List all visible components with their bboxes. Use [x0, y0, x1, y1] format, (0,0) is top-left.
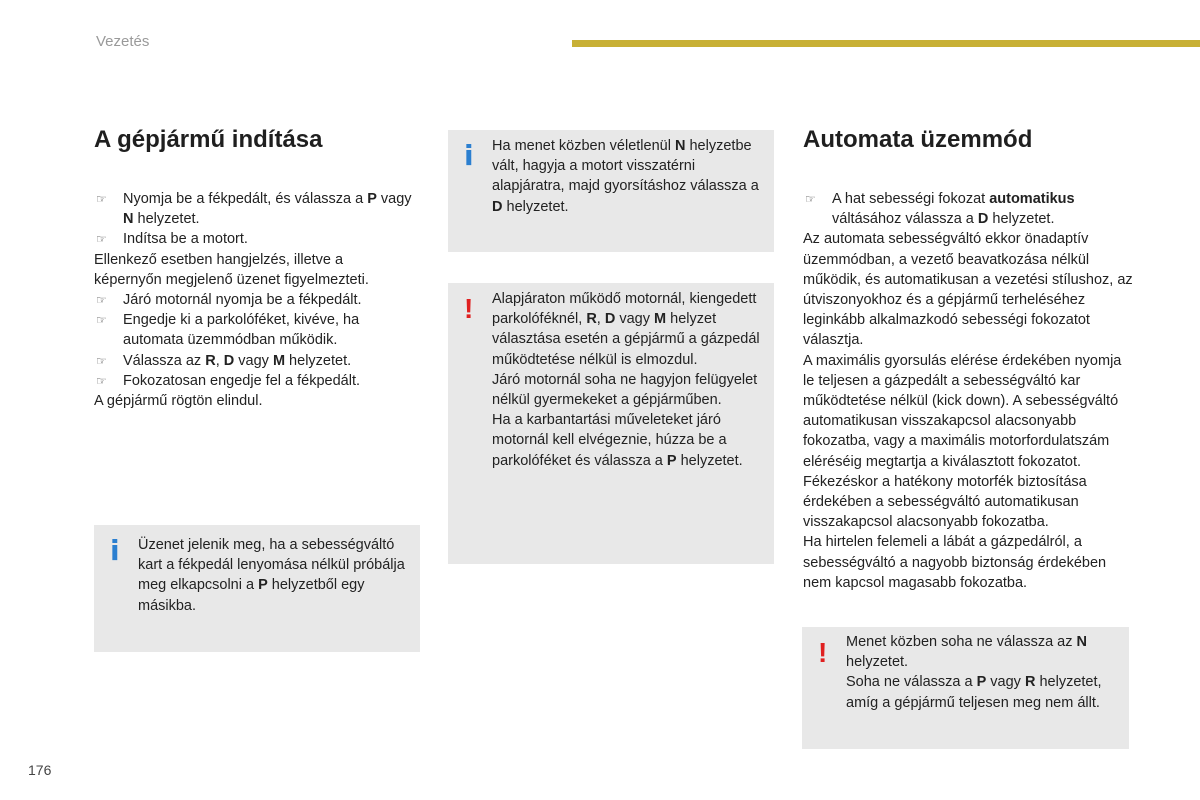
paragraph-kickdown: A maximális gyorsulás elérése érdekében nyomja le teljesen a gázpedált a sebességváltó kar működtetése nélkül (kick down). A sebességváltó automatikusan visszakapcsol alacsonyabb fokozatba, vagy a maximális motorfordulatszám eléréséig megtartja a kiválasztott fokozatot.: [803, 352, 1122, 470]
warning-text: Alapjáraton működő motornál, kiengedett parkolóféknél, R, D vagy M helyzet választása esetén a gépjármű a gázpedál működtetése nélkül is elmozdul. Járó motornál soha ne hagyjon felügyelet nélkül gyermekeket a gépjárműben. Ha a karbantartási műveleteket járó motornál kell elvégeznie, húzza be a parkolóféket és válassza a P helyzetet.: [492, 291, 760, 469]
step-2: ☞ Indítsa be a motort.: [94, 229, 414, 249]
header-accent-bar: [572, 40, 1200, 47]
left-column: [94, 125, 414, 411]
info-text: Ha menet közben véletlenül N helyzetbe vált, hagyja a motort visszatérni alapjáratra, majd gyorsításhoz válassza a D helyzetet.: [492, 138, 759, 215]
paragraph-vehicle-starts: A gépjármű rögtön elindul.: [94, 393, 263, 410]
hand-pointer-icon: ☞: [96, 192, 107, 206]
paragraph-lift-off: Ha hirtelen felemeli a lábát a gázpedálról, a sebességváltó a nagyobb biztonság érdekében nem kapcsol magasabb fokozatba.: [803, 534, 1107, 591]
hand-pointer-icon: ☞: [96, 373, 107, 388]
page-number: 176: [28, 762, 52, 778]
step-4: ☞ Engedje ki a parkolóféket, kivéve, ha automata üzemmódban működik.: [96, 312, 360, 349]
info-box-neutral: [448, 130, 774, 252]
step-3: ☞ Járó motornál nyomja be a fékpedált.: [94, 290, 414, 310]
warning-exclamation-icon: !: [818, 637, 828, 668]
paragraph-warning-sound: Ellenkező esetben hangjelzés, illetve a képernyőn megjelenő üzenet figyelmezteti.: [94, 251, 369, 288]
info-icon: i: [464, 139, 474, 172]
hand-pointer-icon: ☞: [96, 293, 107, 308]
step-6: ☞ Fokozatosan engedje fel a fékpedált.: [94, 371, 414, 391]
paragraph-adaptive: Az automata sebességváltó ekkor önadaptív üzemmódban, a vezető beavatkozása nélkül működik, és automatikusan a vezetési stílushoz, az útviszonyokhoz és a gépjármű terheléséhez leginkább alkalmazkodó sebességi fokozatot választja.: [803, 231, 1133, 349]
warning-text: Menet közben soha ne válassza az N helyzetet. Soha ne válassza a P vagy R helyzetet, amíg a gépjármű teljesen meg nem állt.: [846, 634, 1102, 711]
step-1: ☞ Nyomja be a fékpedált, és válassza a P vagy N helyzetet.: [96, 191, 412, 228]
auto-step-1: ☞ A hat sebességi fokozat automatikus váltásához válassza a D helyzetet.: [805, 191, 1075, 228]
info-icon: i: [110, 534, 120, 567]
right-column: [803, 125, 1133, 593]
right-heading: Automata üzemmód: [803, 126, 1033, 153]
warning-box-idle: [448, 283, 774, 564]
info-text: Üzenet jelenik meg, ha a sebességváltó kart a fékpedál lenyomása nélkül próbálja meg elkapcsolni a P helyzetből egy másikba.: [138, 537, 405, 614]
hand-pointer-icon: ☞: [96, 353, 107, 368]
paragraph-braking: Fékezéskor a hatékony motorfék biztosítása érdekében a sebességváltó automatikusan visszakapcsol alacsonyabb fokozatba.: [803, 473, 1087, 531]
hand-pointer-icon: ☞: [805, 192, 816, 206]
info-box-gear-lever: [94, 525, 420, 652]
hand-pointer-icon: ☞: [96, 313, 107, 328]
step-5: ☞ Válassza az R, D vagy M helyzetet.: [94, 351, 414, 371]
warning-box-driving: [802, 627, 1129, 749]
hand-pointer-icon: ☞: [96, 232, 107, 247]
left-heading: A gépjármű indítása: [94, 126, 323, 153]
warning-exclamation-icon: !: [464, 293, 474, 324]
section-title: Vezetés: [96, 33, 150, 50]
